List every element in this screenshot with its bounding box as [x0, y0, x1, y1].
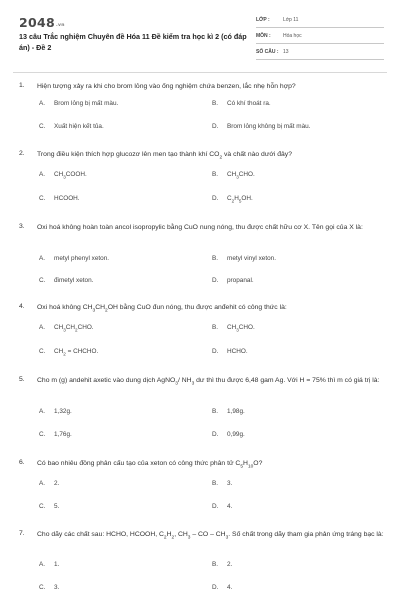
question-number: 4. — [19, 303, 25, 310]
option-letter: B. — [212, 171, 219, 178]
option-letter: A. — [39, 100, 46, 107]
option-letter: D. — [212, 348, 219, 355]
info-label: LỚP : — [256, 17, 270, 23]
option-text: 1. — [54, 561, 60, 568]
info-value: Lớp 11 — [283, 17, 299, 23]
option-text: $CH_3CHO$. — [227, 324, 255, 333]
option-text: 2. — [54, 480, 60, 487]
option-text: 3. — [227, 480, 233, 487]
question-text: Oxi hoá không hoàn toàn ancol isopropylic bằng CuO nung nóng, thu được chất hữu cơ X. Tên gọi của X là: — [37, 224, 363, 231]
option-text: $CH_2$ = CHCHO. — [54, 348, 99, 357]
option-text: 3. — [54, 584, 60, 591]
info-row-count — [256, 46, 384, 60]
option-text: đimetyl xeton. — [54, 277, 94, 284]
option-text: Có khí thoát ra. — [227, 100, 271, 107]
option-text: HCOOH. — [54, 195, 80, 202]
logo-suffix: .vn — [56, 23, 65, 28]
info-row-class — [256, 14, 384, 28]
option-letter: C. — [39, 123, 46, 130]
question-text: Oxi hoá không $CH_3CH_2OH$ bằng CuO đun nóng, thu được anđehit có công thức là: — [37, 304, 287, 314]
info-label: MÔN : — [256, 33, 271, 39]
option-text: 4. — [227, 584, 233, 591]
info-panel — [256, 14, 384, 62]
option-text: $C_2H_5OH$. — [227, 195, 253, 204]
option-text: $CH_3CHO$. — [227, 171, 255, 180]
option-letter: C. — [39, 195, 46, 202]
option-letter: B. — [212, 255, 219, 262]
option-letter: D. — [212, 277, 219, 284]
option-letter: D. — [212, 584, 219, 591]
option-text: $CH_3CH_2CHO$. — [54, 324, 94, 333]
question-number: 6. — [19, 459, 25, 466]
option-letter: C. — [39, 348, 46, 355]
option-letter: A. — [39, 480, 46, 487]
option-text: metyl phenyl xeton. — [54, 255, 110, 262]
header-divider — [13, 72, 387, 73]
page-title: 13 câu Trắc nghiệm Chuyên đề Hóa 11 Đề kiểm tra học kì 2 (có đáp án) - Đề 2 — [19, 32, 247, 52]
option-letter: C. — [39, 277, 46, 284]
info-value: Hóa học — [283, 33, 302, 39]
option-text: 4. — [227, 503, 233, 510]
option-letter: A. — [39, 561, 46, 568]
option-letter: B. — [212, 480, 219, 487]
option-text: metyl vinyl xeton. — [227, 255, 277, 262]
option-letter: B. — [212, 324, 219, 331]
option-text: 2. — [227, 561, 233, 568]
option-text: Brom lỏng bị mất màu. — [54, 100, 119, 107]
question-text: Cho dãy các chất sau: HCHO, HCOOH, $C_2H_2$, $CH_3$ – CO – $CH_3$. Số chất trong dãy tham gia phản ứng tráng bạc là: — [37, 531, 384, 541]
option-text: 1,76g. — [54, 431, 72, 438]
option-letter: C. — [39, 584, 46, 591]
option-text: Xuất hiện kết tủa. — [54, 123, 104, 130]
option-text: $CH_3COOH$. — [54, 171, 87, 180]
question-number: 1. — [19, 82, 25, 89]
option-letter: A. — [39, 171, 46, 178]
question-text: Cho m (g) andehit axetic vào dung dịch AgNO$_3$/ $NH_3$ dư thì thu được 6,48 gam Ag. Với H = 75% thì m có giá trị là: — [37, 377, 380, 387]
option-letter: D. — [212, 123, 219, 130]
question-number: 3. — [19, 223, 25, 230]
option-text: Brom lỏng không bị mất màu. — [227, 123, 311, 130]
option-letter: D. — [212, 503, 219, 510]
option-text: 1,32g. — [54, 408, 72, 415]
option-letter: B. — [212, 100, 219, 107]
site-logo[interactable] — [19, 15, 65, 30]
info-label: SỐ CÂU : — [256, 49, 279, 55]
option-letter: A. — [39, 408, 46, 415]
option-text: HCHO. — [227, 348, 248, 355]
question-text: Trong điều kiện thích hợp glucozơ lên men tạo thành khí $CO_2$ và chất nào dưới đây? — [37, 151, 292, 161]
question-number: 2. — [19, 150, 25, 157]
option-letter: D. — [212, 195, 219, 202]
option-text: 1,98g. — [227, 408, 245, 415]
question-text: Hiện tượng xảy ra khi cho brom lỏng vào ống nghiệm chứa benzen, lắc nhẹ hỗn hợp? — [37, 83, 296, 90]
question-text: Có bao nhiêu đồng phân cấu tạo của xeton có công thức phân tử $C_5H_{10}O$? — [37, 460, 263, 470]
option-letter: C. — [39, 431, 46, 438]
option-letter: B. — [212, 561, 219, 568]
page-header — [0, 0, 400, 70]
question-number: 5. — [19, 376, 25, 383]
option-letter: B. — [212, 408, 219, 415]
option-text: 5. — [54, 503, 60, 510]
option-letter: D. — [212, 431, 219, 438]
info-value: 13 — [283, 49, 289, 55]
info-row-subject — [256, 30, 384, 44]
option-letter: C. — [39, 503, 46, 510]
option-letter: A. — [39, 324, 46, 331]
option-text: propanal. — [227, 277, 254, 284]
option-text: 0,99g. — [227, 431, 245, 438]
question-number: 7. — [19, 530, 25, 537]
option-letter: A. — [39, 255, 46, 262]
logo-text: 2048 — [19, 15, 55, 30]
